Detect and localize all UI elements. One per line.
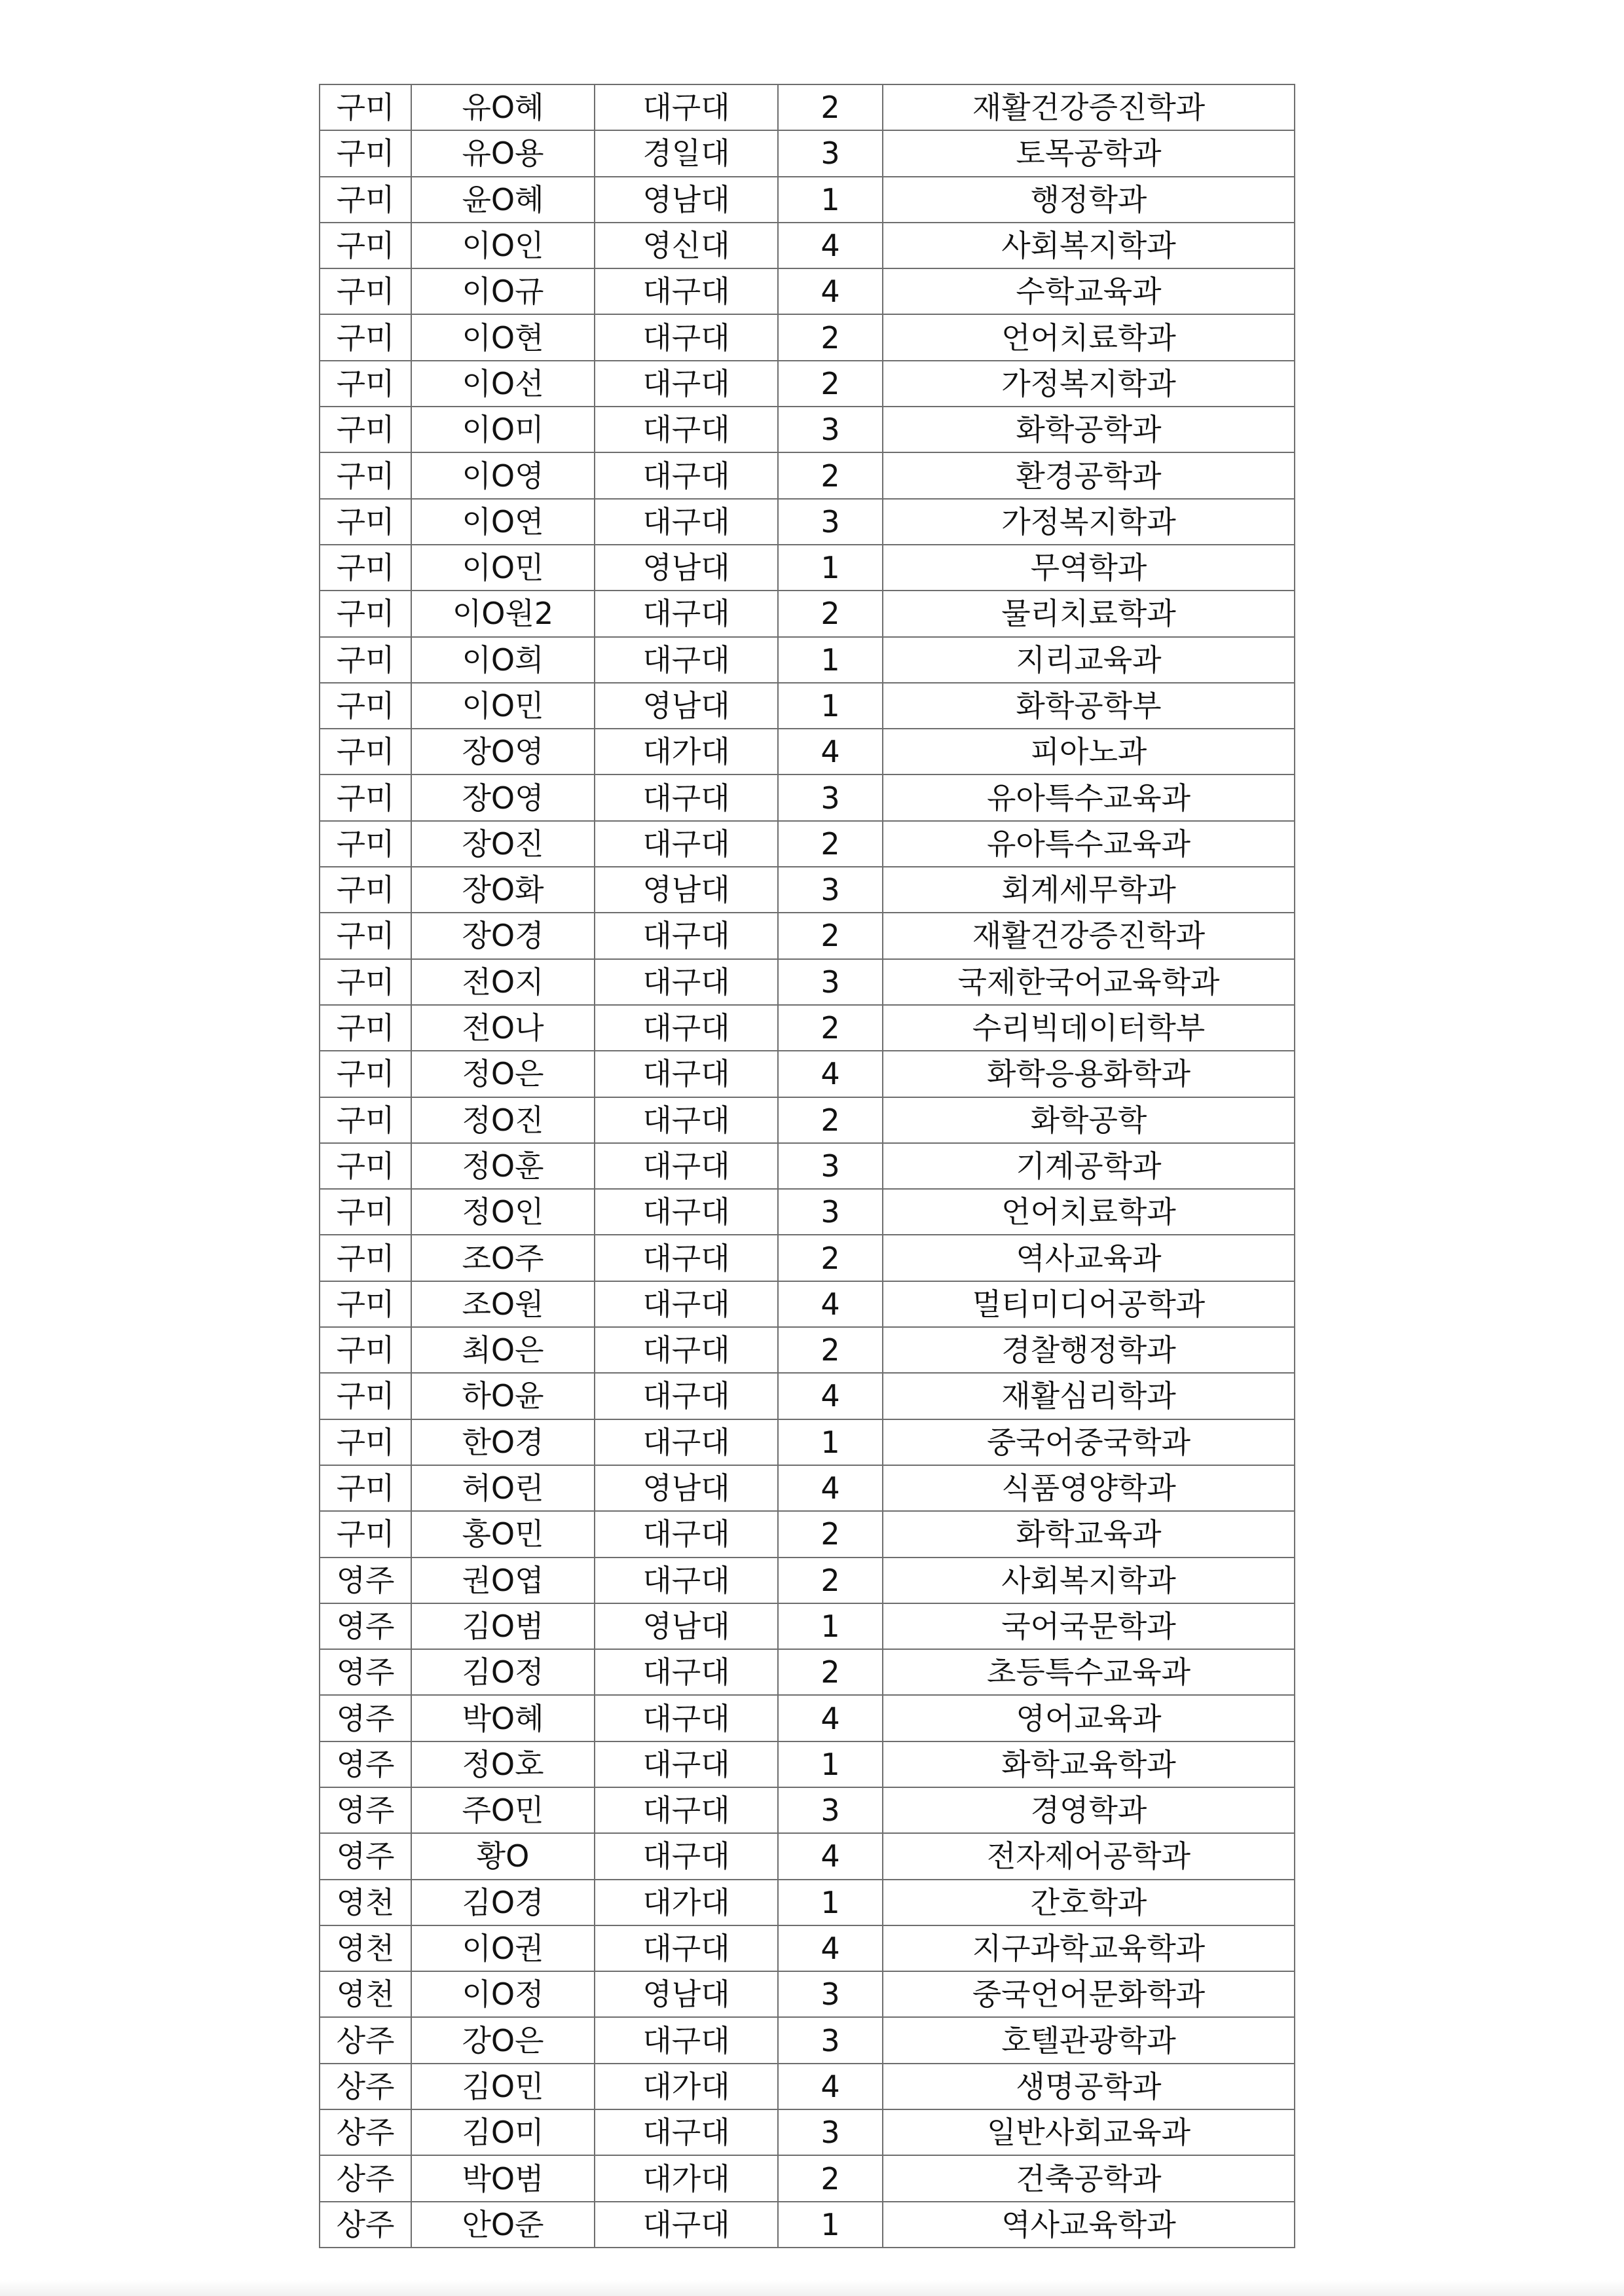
department-cell: 화학교육과 bbox=[883, 1511, 1295, 1557]
region-cell: 상주 bbox=[320, 2017, 411, 2063]
department-cell: 식품영양학과 bbox=[883, 1465, 1295, 1511]
region-cell: 구미 bbox=[320, 913, 411, 958]
region-cell: 영천 bbox=[320, 1925, 411, 1971]
grade-cell: 2 bbox=[778, 591, 883, 636]
name-cell: 박O범 bbox=[411, 2155, 595, 2201]
name-cell: 권O엽 bbox=[411, 1558, 595, 1603]
grade-cell: 2 bbox=[778, 1558, 883, 1603]
grade-cell: 4 bbox=[778, 1373, 883, 1419]
grade-cell: 1 bbox=[778, 1419, 883, 1465]
table-row bbox=[320, 361, 1295, 407]
department-cell: 호텔관광학과 bbox=[883, 2017, 1295, 2063]
grade-cell: 4 bbox=[778, 729, 883, 774]
department-cell: 언어치료학과 bbox=[883, 314, 1295, 360]
grade-cell: 4 bbox=[778, 2064, 883, 2109]
university-cell: 대구대 bbox=[595, 499, 778, 545]
university-cell: 대구대 bbox=[595, 1695, 778, 1741]
region-cell: 구미 bbox=[320, 1419, 411, 1465]
university-cell: 대가대 bbox=[595, 2155, 778, 2201]
name-cell: 조O원 bbox=[411, 1281, 595, 1327]
table-row bbox=[320, 1373, 1295, 1419]
table-row bbox=[320, 1741, 1295, 1787]
university-cell: 대구대 bbox=[595, 2017, 778, 2063]
table-row bbox=[320, 2017, 1295, 2063]
table-row bbox=[320, 177, 1295, 223]
grade-cell: 3 bbox=[778, 2109, 883, 2155]
region-cell: 구미 bbox=[320, 774, 411, 820]
name-cell: 장O화 bbox=[411, 867, 595, 913]
region-cell: 구미 bbox=[320, 637, 411, 683]
table-row bbox=[320, 1097, 1295, 1143]
name-cell: 박O혜 bbox=[411, 1695, 595, 1741]
region-cell: 구미 bbox=[320, 1235, 411, 1281]
university-cell: 영남대 bbox=[595, 1465, 778, 1511]
name-cell: 유O혜 bbox=[411, 84, 595, 130]
department-cell: 초등특수교육과 bbox=[883, 1649, 1295, 1695]
table-row bbox=[320, 1143, 1295, 1189]
department-cell: 간호학과 bbox=[883, 1880, 1295, 1925]
department-cell: 멀티미디어공학과 bbox=[883, 1281, 1295, 1327]
student-roster-table bbox=[319, 84, 1295, 2248]
university-cell: 대구대 bbox=[595, 1419, 778, 1465]
department-cell: 화학공학 bbox=[883, 1097, 1295, 1143]
university-cell: 대구대 bbox=[595, 1787, 778, 1833]
region-cell: 영주 bbox=[320, 1649, 411, 1695]
region-cell: 구미 bbox=[320, 867, 411, 913]
grade-cell: 3 bbox=[778, 1189, 883, 1235]
grade-cell: 2 bbox=[778, 1005, 883, 1051]
table-row bbox=[320, 591, 1295, 636]
university-cell: 대구대 bbox=[595, 1189, 778, 1235]
region-cell: 구미 bbox=[320, 314, 411, 360]
department-cell: 피아노과 bbox=[883, 729, 1295, 774]
page-bottom-edge bbox=[0, 2280, 1624, 2296]
region-cell: 영주 bbox=[320, 1787, 411, 1833]
region-cell: 구미 bbox=[320, 683, 411, 729]
university-cell: 대가대 bbox=[595, 729, 778, 774]
grade-cell: 4 bbox=[778, 1465, 883, 1511]
table-row bbox=[320, 1419, 1295, 1465]
department-cell: 건축공학과 bbox=[883, 2155, 1295, 2201]
university-cell: 대가대 bbox=[595, 2064, 778, 2109]
table-row bbox=[320, 1925, 1295, 1971]
university-cell: 영남대 bbox=[595, 545, 778, 591]
table-row bbox=[320, 452, 1295, 498]
university-cell: 대구대 bbox=[595, 591, 778, 636]
table-row bbox=[320, 130, 1295, 176]
region-cell: 상주 bbox=[320, 2064, 411, 2109]
name-cell: 정O진 bbox=[411, 1097, 595, 1143]
grade-cell: 4 bbox=[778, 268, 883, 314]
university-cell: 영남대 bbox=[595, 1603, 778, 1649]
name-cell: 허O린 bbox=[411, 1465, 595, 1511]
region-cell: 구미 bbox=[320, 1097, 411, 1143]
grade-cell: 2 bbox=[778, 1649, 883, 1695]
region-cell: 구미 bbox=[320, 84, 411, 130]
name-cell: 전O나 bbox=[411, 1005, 595, 1051]
table-row bbox=[320, 2202, 1295, 2248]
department-cell: 무역학과 bbox=[883, 545, 1295, 591]
region-cell: 구미 bbox=[320, 959, 411, 1005]
name-cell: 이O민 bbox=[411, 545, 595, 591]
region-cell: 구미 bbox=[320, 545, 411, 591]
department-cell: 사회복지학과 bbox=[883, 1558, 1295, 1603]
university-cell: 대구대 bbox=[595, 361, 778, 407]
table-row bbox=[320, 1603, 1295, 1649]
name-cell: 이O원2 bbox=[411, 591, 595, 636]
department-cell: 화학교육학과 bbox=[883, 1741, 1295, 1787]
grade-cell: 2 bbox=[778, 1097, 883, 1143]
table-row bbox=[320, 1327, 1295, 1373]
table-row bbox=[320, 223, 1295, 268]
table-row bbox=[320, 1695, 1295, 1741]
table-row bbox=[320, 1511, 1295, 1557]
university-cell: 경일대 bbox=[595, 130, 778, 176]
table-row bbox=[320, 1649, 1295, 1695]
name-cell: 정O인 bbox=[411, 1189, 595, 1235]
grade-cell: 1 bbox=[778, 1880, 883, 1925]
grade-cell: 3 bbox=[778, 499, 883, 545]
region-cell: 구미 bbox=[320, 1143, 411, 1189]
grade-cell: 2 bbox=[778, 314, 883, 360]
department-cell: 가정복지학과 bbox=[883, 499, 1295, 545]
region-cell: 구미 bbox=[320, 1005, 411, 1051]
grade-cell: 3 bbox=[778, 867, 883, 913]
region-cell: 구미 bbox=[320, 591, 411, 636]
name-cell: 장O진 bbox=[411, 821, 595, 867]
table-row bbox=[320, 1051, 1295, 1097]
grade-cell: 4 bbox=[778, 223, 883, 268]
grade-cell: 3 bbox=[778, 1787, 883, 1833]
department-cell: 경찰행정학과 bbox=[883, 1327, 1295, 1373]
name-cell: 홍O민 bbox=[411, 1511, 595, 1557]
university-cell: 영남대 bbox=[595, 177, 778, 223]
name-cell: 조O주 bbox=[411, 1235, 595, 1281]
region-cell: 구미 bbox=[320, 223, 411, 268]
university-cell: 대구대 bbox=[595, 1833, 778, 1879]
table-row bbox=[320, 314, 1295, 360]
grade-cell: 3 bbox=[778, 1143, 883, 1189]
department-cell: 생명공학과 bbox=[883, 2064, 1295, 2109]
region-cell: 상주 bbox=[320, 2155, 411, 2201]
department-cell: 국어국문학과 bbox=[883, 1603, 1295, 1649]
name-cell: 이O현 bbox=[411, 314, 595, 360]
region-cell: 상주 bbox=[320, 2202, 411, 2248]
university-cell: 대가대 bbox=[595, 1880, 778, 1925]
table-row bbox=[320, 268, 1295, 314]
region-cell: 구미 bbox=[320, 1327, 411, 1373]
department-cell: 재활건강증진학과 bbox=[883, 913, 1295, 958]
university-cell: 대구대 bbox=[595, 2202, 778, 2248]
name-cell: 김O범 bbox=[411, 1603, 595, 1649]
table-row bbox=[320, 913, 1295, 958]
university-cell: 대구대 bbox=[595, 407, 778, 452]
university-cell: 영남대 bbox=[595, 683, 778, 729]
table-row bbox=[320, 545, 1295, 591]
university-cell: 대구대 bbox=[595, 913, 778, 958]
university-cell: 대구대 bbox=[595, 84, 778, 130]
department-cell: 사회복지학과 bbox=[883, 223, 1295, 268]
grade-cell: 1 bbox=[778, 1741, 883, 1787]
grade-cell: 2 bbox=[778, 913, 883, 958]
table-row bbox=[320, 84, 1295, 130]
grade-cell: 1 bbox=[778, 637, 883, 683]
department-cell: 일반사회교육과 bbox=[883, 2109, 1295, 2155]
department-cell: 물리치료학과 bbox=[883, 591, 1295, 636]
region-cell: 구미 bbox=[320, 1465, 411, 1511]
grade-cell: 3 bbox=[778, 774, 883, 820]
department-cell: 언어치료학과 bbox=[883, 1189, 1295, 1235]
university-cell: 대구대 bbox=[595, 1925, 778, 1971]
university-cell: 영남대 bbox=[595, 1971, 778, 2017]
university-cell: 대구대 bbox=[595, 821, 778, 867]
department-cell: 유아특수교육과 bbox=[883, 821, 1295, 867]
region-cell: 구미 bbox=[320, 407, 411, 452]
name-cell: 장O영 bbox=[411, 729, 595, 774]
university-cell: 대구대 bbox=[595, 637, 778, 683]
university-cell: 대구대 bbox=[595, 1051, 778, 1097]
name-cell: 안O준 bbox=[411, 2202, 595, 2248]
name-cell: 유O용 bbox=[411, 130, 595, 176]
university-cell: 대구대 bbox=[595, 1511, 778, 1557]
university-cell: 대구대 bbox=[595, 1097, 778, 1143]
name-cell: 하O윤 bbox=[411, 1373, 595, 1419]
table-row bbox=[320, 1558, 1295, 1603]
grade-cell: 1 bbox=[778, 545, 883, 591]
roster-table-body bbox=[320, 84, 1295, 2248]
grade-cell: 3 bbox=[778, 130, 883, 176]
grade-cell: 3 bbox=[778, 2017, 883, 2063]
grade-cell: 2 bbox=[778, 452, 883, 498]
grade-cell: 2 bbox=[778, 84, 883, 130]
university-cell: 대구대 bbox=[595, 452, 778, 498]
grade-cell: 4 bbox=[778, 1281, 883, 1327]
department-cell: 재활심리학과 bbox=[883, 1373, 1295, 1419]
department-cell: 재활건강증진학과 bbox=[883, 84, 1295, 130]
grade-cell: 1 bbox=[778, 177, 883, 223]
university-cell: 대구대 bbox=[595, 2109, 778, 2155]
name-cell: 이O인 bbox=[411, 223, 595, 268]
department-cell: 화학공학부 bbox=[883, 683, 1295, 729]
name-cell: 윤O혜 bbox=[411, 177, 595, 223]
name-cell: 장O영 bbox=[411, 774, 595, 820]
name-cell: 장O경 bbox=[411, 913, 595, 958]
grade-cell: 1 bbox=[778, 1603, 883, 1649]
university-cell: 영신대 bbox=[595, 223, 778, 268]
university-cell: 대구대 bbox=[595, 1235, 778, 1281]
grade-cell: 1 bbox=[778, 2202, 883, 2248]
grade-cell: 2 bbox=[778, 2155, 883, 2201]
name-cell: 김O미 bbox=[411, 2109, 595, 2155]
region-cell: 영천 bbox=[320, 1880, 411, 1925]
grade-cell: 4 bbox=[778, 1925, 883, 1971]
region-cell: 구미 bbox=[320, 361, 411, 407]
table-row bbox=[320, 1189, 1295, 1235]
university-cell: 대구대 bbox=[595, 1281, 778, 1327]
name-cell: 정O훈 bbox=[411, 1143, 595, 1189]
region-cell: 영주 bbox=[320, 1695, 411, 1741]
university-cell: 대구대 bbox=[595, 774, 778, 820]
name-cell: 이O연 bbox=[411, 499, 595, 545]
region-cell: 영주 bbox=[320, 1603, 411, 1649]
name-cell: 김O경 bbox=[411, 1880, 595, 1925]
table-row bbox=[320, 499, 1295, 545]
grade-cell: 2 bbox=[778, 361, 883, 407]
university-cell: 대구대 bbox=[595, 1741, 778, 1787]
department-cell: 지리교육과 bbox=[883, 637, 1295, 683]
department-cell: 토목공학과 bbox=[883, 130, 1295, 176]
department-cell: 중국어중국학과 bbox=[883, 1419, 1295, 1465]
region-cell: 구미 bbox=[320, 821, 411, 867]
department-cell: 전자제어공학과 bbox=[883, 1833, 1295, 1879]
table-row bbox=[320, 1235, 1295, 1281]
table-row bbox=[320, 1971, 1295, 2017]
name-cell: 강O은 bbox=[411, 2017, 595, 2063]
department-cell: 국제한국어교육학과 bbox=[883, 959, 1295, 1005]
region-cell: 영주 bbox=[320, 1558, 411, 1603]
name-cell: 최O은 bbox=[411, 1327, 595, 1373]
grade-cell: 1 bbox=[778, 683, 883, 729]
region-cell: 상주 bbox=[320, 2109, 411, 2155]
table-row bbox=[320, 407, 1295, 452]
department-cell: 역사교육과 bbox=[883, 1235, 1295, 1281]
name-cell: 이O미 bbox=[411, 407, 595, 452]
table-row bbox=[320, 2064, 1295, 2109]
table-row bbox=[320, 683, 1295, 729]
grade-cell: 2 bbox=[778, 1327, 883, 1373]
university-cell: 대구대 bbox=[595, 314, 778, 360]
university-cell: 대구대 bbox=[595, 1558, 778, 1603]
grade-cell: 2 bbox=[778, 1511, 883, 1557]
region-cell: 영주 bbox=[320, 1833, 411, 1879]
grade-cell: 3 bbox=[778, 1971, 883, 2017]
region-cell: 구미 bbox=[320, 1511, 411, 1557]
university-cell: 영남대 bbox=[595, 867, 778, 913]
grade-cell: 4 bbox=[778, 1833, 883, 1879]
grade-cell: 2 bbox=[778, 1235, 883, 1281]
region-cell: 구미 bbox=[320, 499, 411, 545]
name-cell: 이O규 bbox=[411, 268, 595, 314]
table-row bbox=[320, 637, 1295, 683]
department-cell: 화학응용화학과 bbox=[883, 1051, 1295, 1097]
department-cell: 역사교육학과 bbox=[883, 2202, 1295, 2248]
table-row bbox=[320, 821, 1295, 867]
department-cell: 경영학과 bbox=[883, 1787, 1295, 1833]
name-cell: 이O선 bbox=[411, 361, 595, 407]
table-row bbox=[320, 1833, 1295, 1879]
region-cell: 구미 bbox=[320, 1281, 411, 1327]
region-cell: 구미 bbox=[320, 729, 411, 774]
department-cell: 행정학과 bbox=[883, 177, 1295, 223]
university-cell: 대구대 bbox=[595, 1649, 778, 1695]
name-cell: 이O민 bbox=[411, 683, 595, 729]
name-cell: 한O경 bbox=[411, 1419, 595, 1465]
grade-cell: 4 bbox=[778, 1051, 883, 1097]
name-cell: 황O bbox=[411, 1833, 595, 1879]
name-cell: 이O희 bbox=[411, 637, 595, 683]
region-cell: 구미 bbox=[320, 177, 411, 223]
region-cell: 영천 bbox=[320, 1971, 411, 2017]
department-cell: 회계세무학과 bbox=[883, 867, 1295, 913]
name-cell: 이O권 bbox=[411, 1925, 595, 1971]
table-row bbox=[320, 774, 1295, 820]
name-cell: 이O영 bbox=[411, 452, 595, 498]
department-cell: 중국언어문화학과 bbox=[883, 1971, 1295, 2017]
grade-cell: 2 bbox=[778, 821, 883, 867]
table-row bbox=[320, 1005, 1295, 1051]
department-cell: 가정복지학과 bbox=[883, 361, 1295, 407]
table-row bbox=[320, 1787, 1295, 1833]
table-row bbox=[320, 2109, 1295, 2155]
region-cell: 구미 bbox=[320, 130, 411, 176]
table-row bbox=[320, 1880, 1295, 1925]
name-cell: 전O지 bbox=[411, 959, 595, 1005]
table-row bbox=[320, 867, 1295, 913]
grade-cell: 3 bbox=[778, 959, 883, 1005]
grade-cell: 3 bbox=[778, 407, 883, 452]
table-row bbox=[320, 959, 1295, 1005]
university-cell: 대구대 bbox=[595, 1373, 778, 1419]
name-cell: 이O정 bbox=[411, 1971, 595, 2017]
name-cell: 정O호 bbox=[411, 1741, 595, 1787]
department-cell: 영어교육과 bbox=[883, 1695, 1295, 1741]
grade-cell: 4 bbox=[778, 1695, 883, 1741]
table-row bbox=[320, 2155, 1295, 2201]
department-cell: 환경공학과 bbox=[883, 452, 1295, 498]
name-cell: 정O은 bbox=[411, 1051, 595, 1097]
region-cell: 영주 bbox=[320, 1741, 411, 1787]
university-cell: 대구대 bbox=[595, 959, 778, 1005]
name-cell: 주O민 bbox=[411, 1787, 595, 1833]
department-cell: 수학교육과 bbox=[883, 268, 1295, 314]
department-cell: 유아특수교육과 bbox=[883, 774, 1295, 820]
department-cell: 지구과학교육학과 bbox=[883, 1925, 1295, 1971]
university-cell: 대구대 bbox=[595, 268, 778, 314]
name-cell: 김O민 bbox=[411, 2064, 595, 2109]
region-cell: 구미 bbox=[320, 1373, 411, 1419]
region-cell: 구미 bbox=[320, 1051, 411, 1097]
region-cell: 구미 bbox=[320, 268, 411, 314]
university-cell: 대구대 bbox=[595, 1005, 778, 1051]
table-row bbox=[320, 1281, 1295, 1327]
department-cell: 기계공학과 bbox=[883, 1143, 1295, 1189]
region-cell: 구미 bbox=[320, 452, 411, 498]
name-cell: 김O정 bbox=[411, 1649, 595, 1695]
university-cell: 대구대 bbox=[595, 1143, 778, 1189]
table-row bbox=[320, 729, 1295, 774]
table-row bbox=[320, 1465, 1295, 1511]
department-cell: 화학공학과 bbox=[883, 407, 1295, 452]
region-cell: 구미 bbox=[320, 1189, 411, 1235]
university-cell: 대구대 bbox=[595, 1327, 778, 1373]
department-cell: 수리빅데이터학부 bbox=[883, 1005, 1295, 1051]
